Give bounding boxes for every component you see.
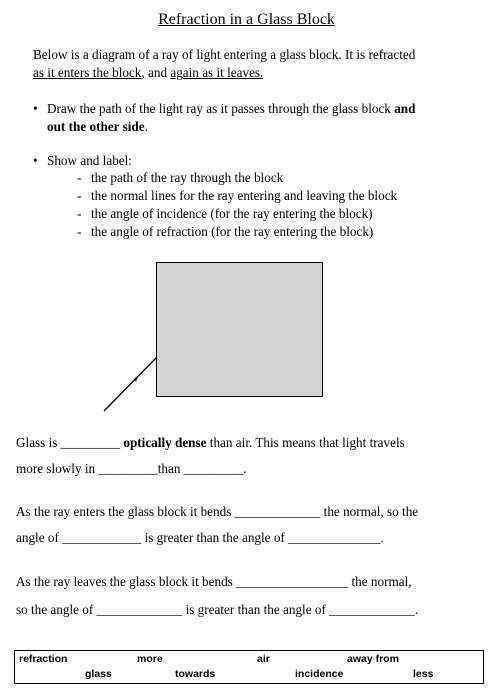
bullet2-heading: Show and label: bbox=[47, 153, 132, 168]
answer-blank[interactable]: _________________ bbox=[236, 574, 349, 589]
word-bank-word: less bbox=[413, 668, 434, 680]
question-glass-density: Glass is _________ optically dense than air. This means that light travels more slowly in _________than _________. bbox=[16, 435, 405, 476]
answer-blank[interactable]: _________ bbox=[98, 461, 158, 476]
page-title: Refraction in a Glass Block bbox=[158, 11, 335, 28]
bullet1-bold2: out the other side bbox=[47, 119, 145, 134]
question-ray-leaves: As the ray leaves the glass block it bends _________________ the normal, so the angle of _____________ is greater than the angle of _____________. bbox=[16, 574, 419, 617]
word-bank-word: more bbox=[137, 653, 163, 665]
answer-blank[interactable]: _____________ bbox=[96, 602, 183, 617]
word-bank-word: refraction bbox=[19, 653, 68, 665]
incident-ray bbox=[104, 358, 156, 411]
bullet1-text: Draw the path of the light ray as it passes through the glass block bbox=[47, 101, 395, 116]
question-ray-enters: As the ray enters the glass block it bends _____________ the normal, so the angle of ____________ is greater than the angle of ______________. bbox=[16, 504, 419, 545]
intro-line1: Below is a diagram of a ray of light entering a glass block. It is refracted bbox=[33, 47, 416, 62]
word-bank-word: glass bbox=[85, 668, 112, 680]
glass-block bbox=[157, 263, 323, 397]
answer-blank[interactable]: _____________ bbox=[329, 602, 415, 617]
answer-blank[interactable]: _________ bbox=[183, 461, 244, 476]
word-bank-word: incidence bbox=[295, 668, 344, 680]
label-list-item: - the angle of incidence (for the ray entering the block) bbox=[77, 206, 373, 221]
label-list-item: - the path of the ray through the block bbox=[77, 170, 284, 185]
intro-joiner: , and bbox=[141, 65, 171, 80]
bullet-dot: • bbox=[33, 153, 38, 168]
answer-blank[interactable]: ____________ bbox=[62, 530, 142, 545]
word-bank bbox=[14, 650, 484, 684]
word-bank-word: away from bbox=[347, 653, 399, 665]
label-list-item: - the normal lines for the ray entering and leaving the block bbox=[77, 188, 398, 203]
word-bank-word: towards bbox=[175, 668, 216, 680]
bullet-dot: • bbox=[33, 101, 38, 116]
answer-blank[interactable]: _____________ bbox=[234, 504, 321, 519]
bullet1-bold1: and bbox=[394, 101, 416, 116]
intro-part-b: again as it leaves. bbox=[170, 65, 264, 80]
bullet1-end: . bbox=[144, 119, 148, 134]
answer-blank[interactable]: ______________ bbox=[288, 530, 381, 545]
answer-blank[interactable]: _________ bbox=[60, 435, 121, 450]
intro-part-a: as it enters the block bbox=[33, 65, 142, 80]
label-list-item: - the angle of refraction (for the ray entering the block) bbox=[77, 224, 374, 239]
word-bank-word: air bbox=[257, 653, 270, 665]
